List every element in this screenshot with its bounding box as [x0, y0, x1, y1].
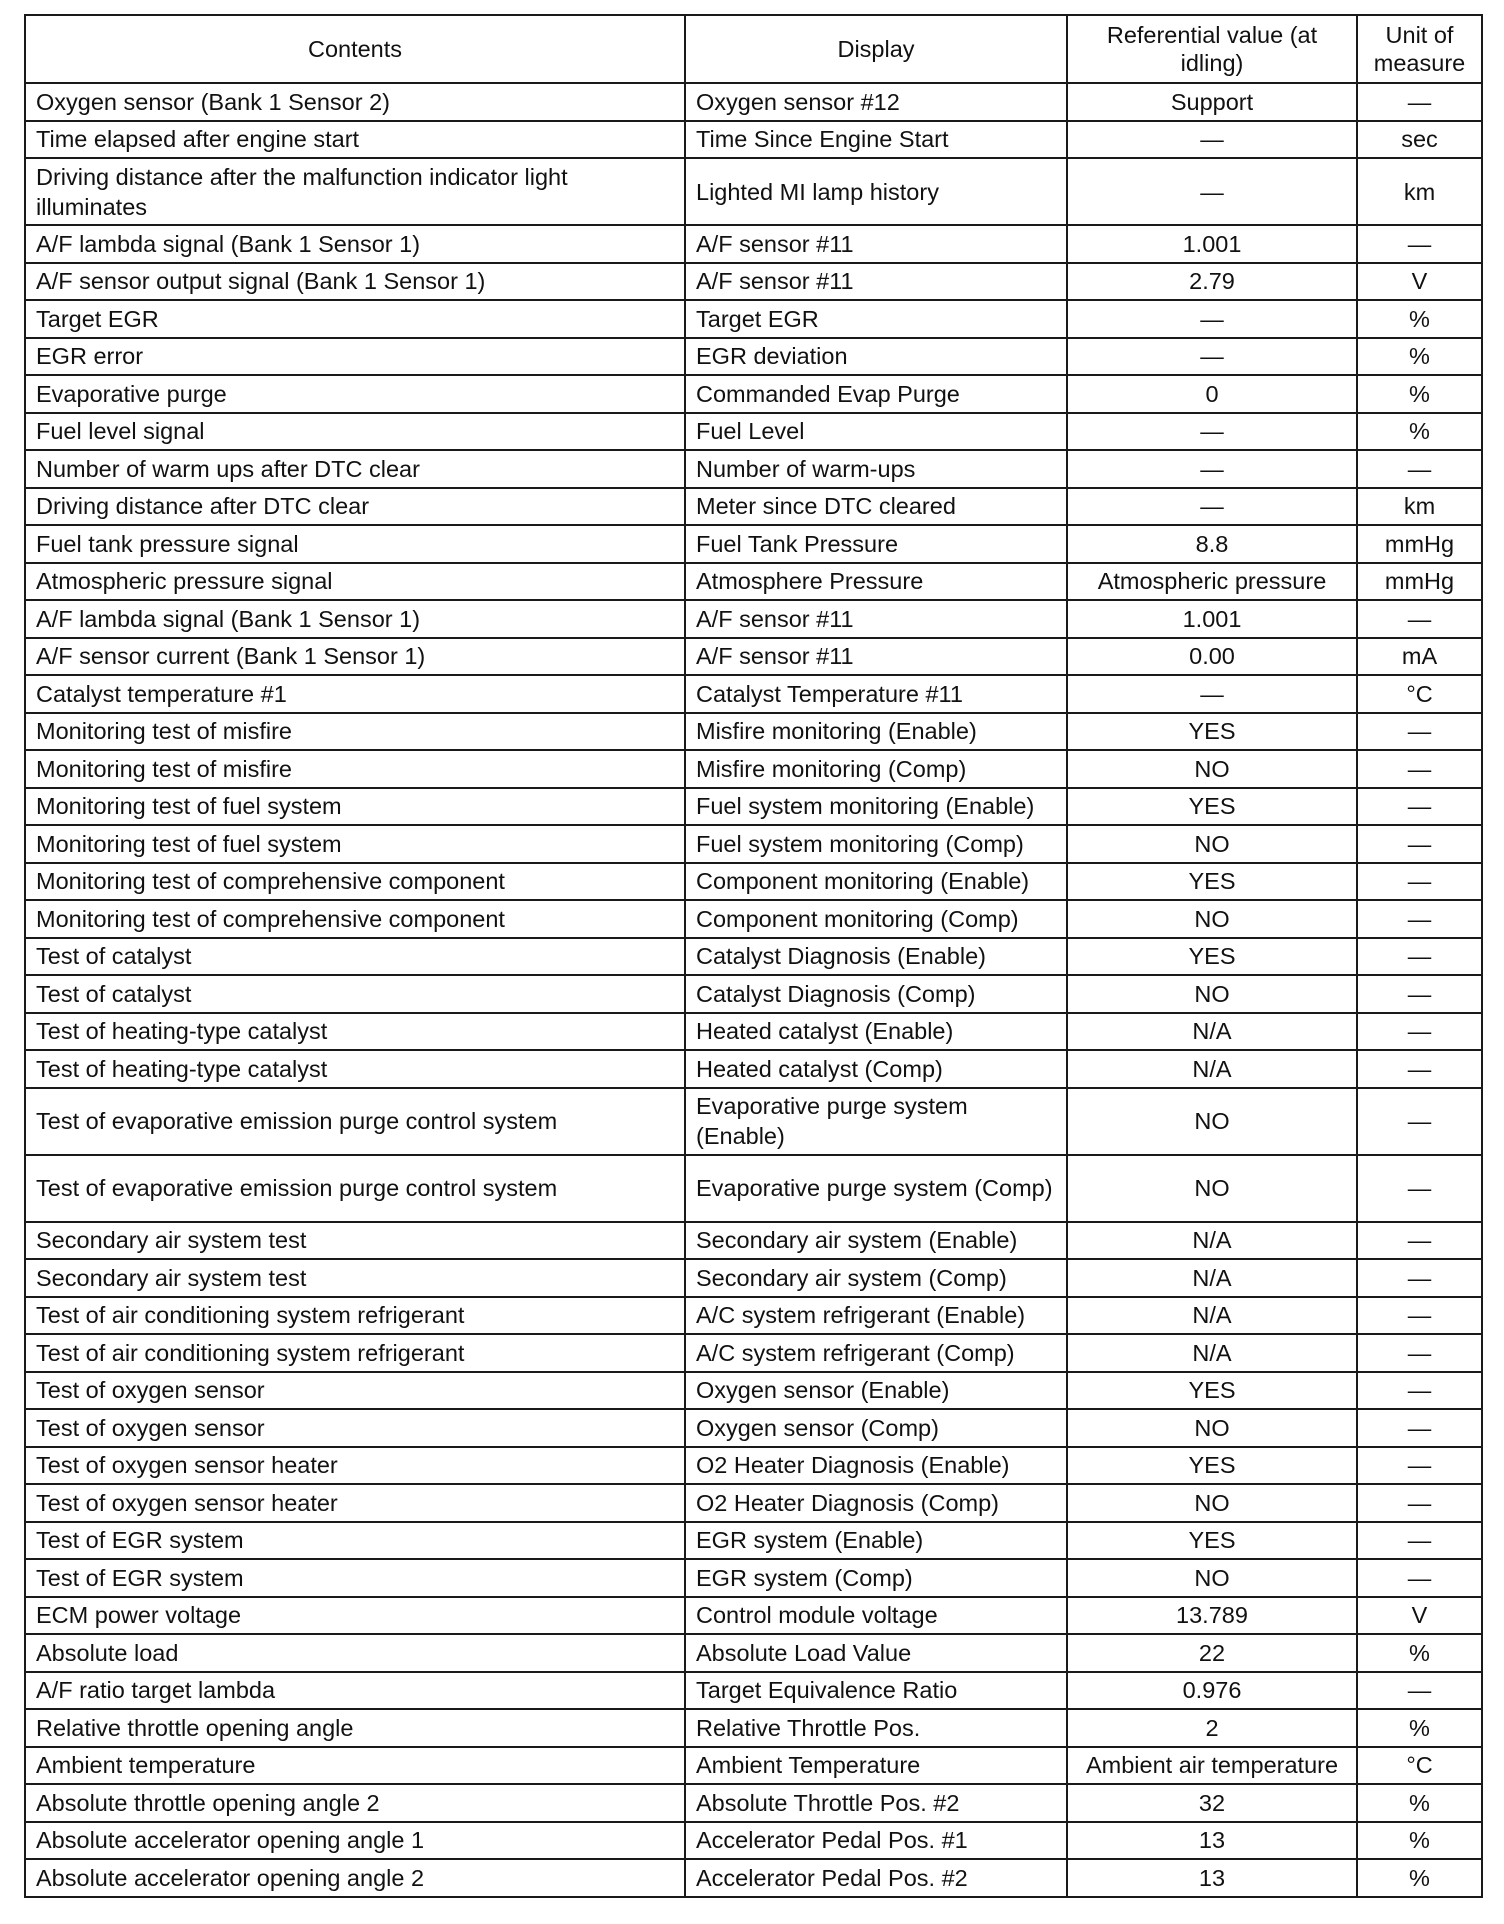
- cell-unit: —: [1357, 1522, 1482, 1560]
- cell-contents: Test of evaporative emission purge control system: [25, 1155, 685, 1222]
- cell-referential-value: NO: [1067, 1484, 1357, 1522]
- table-row: [25, 1050, 1482, 1088]
- data-monitor-table: [24, 14, 1483, 1898]
- cell-unit: —: [1357, 600, 1482, 638]
- cell-referential-value: N/A: [1067, 1297, 1357, 1335]
- cell-referential-value: 1.001: [1067, 600, 1357, 638]
- cell-display: Heated catalyst (Comp): [685, 1050, 1067, 1088]
- cell-display: Absolute Load Value: [685, 1634, 1067, 1672]
- cell-display: Fuel Tank Pressure: [685, 525, 1067, 563]
- cell-referential-value: 0: [1067, 375, 1357, 413]
- cell-unit: —: [1357, 1484, 1482, 1522]
- table-row: [25, 1784, 1482, 1822]
- cell-referential-value: N/A: [1067, 1259, 1357, 1297]
- cell-contents: Test of oxygen sensor: [25, 1409, 685, 1447]
- cell-unit: %: [1357, 1822, 1482, 1860]
- cell-referential-value: N/A: [1067, 1050, 1357, 1088]
- cell-unit: —: [1357, 713, 1482, 751]
- cell-display: Lighted MI lamp history: [685, 158, 1067, 225]
- cell-display: Absolute Throttle Pos. #2: [685, 1784, 1067, 1822]
- cell-contents: EGR error: [25, 338, 685, 376]
- table-row: [25, 1409, 1482, 1447]
- cell-unit: —: [1357, 938, 1482, 976]
- cell-referential-value: NO: [1067, 750, 1357, 788]
- cell-referential-value: NO: [1067, 975, 1357, 1013]
- table-row: [25, 1559, 1482, 1597]
- table-row: [25, 225, 1482, 263]
- cell-display: A/F sensor #11: [685, 638, 1067, 676]
- cell-unit: %: [1357, 338, 1482, 376]
- cell-unit: —: [1357, 1088, 1482, 1155]
- table-row: [25, 600, 1482, 638]
- cell-display: Secondary air system (Comp): [685, 1259, 1067, 1297]
- cell-display: Evaporative purge system (Enable): [685, 1088, 1067, 1155]
- cell-unit: —: [1357, 825, 1482, 863]
- cell-unit: mmHg: [1357, 563, 1482, 601]
- table-row: [25, 638, 1482, 676]
- table-row: [25, 863, 1482, 901]
- cell-referential-value: YES: [1067, 1447, 1357, 1485]
- cell-display: Control module voltage: [685, 1597, 1067, 1635]
- cell-display: Number of warm-ups: [685, 450, 1067, 488]
- cell-unit: °C: [1357, 675, 1482, 713]
- table-row: [25, 300, 1482, 338]
- cell-referential-value: YES: [1067, 713, 1357, 751]
- cell-unit: %: [1357, 300, 1482, 338]
- table-row: [25, 1747, 1482, 1785]
- table-row: [25, 158, 1482, 225]
- table-row: [25, 825, 1482, 863]
- cell-display: Misfire monitoring (Comp): [685, 750, 1067, 788]
- cell-contents: Test of EGR system: [25, 1522, 685, 1560]
- table-row: [25, 1372, 1482, 1410]
- table-row: [25, 750, 1482, 788]
- header-referential-value: Referential value (at idling): [1067, 15, 1357, 83]
- cell-referential-value: NO: [1067, 825, 1357, 863]
- cell-contents: Test of oxygen sensor: [25, 1372, 685, 1410]
- table-row: [25, 375, 1482, 413]
- table-row: [25, 121, 1482, 159]
- cell-contents: Monitoring test of fuel system: [25, 788, 685, 826]
- table-row: [25, 1259, 1482, 1297]
- cell-contents: Test of EGR system: [25, 1559, 685, 1597]
- table-row: [25, 1672, 1482, 1710]
- cell-unit: —: [1357, 1222, 1482, 1260]
- cell-unit: —: [1357, 1050, 1482, 1088]
- cell-referential-value: Ambient air temperature: [1067, 1747, 1357, 1785]
- cell-unit: —: [1357, 1155, 1482, 1222]
- cell-unit: %: [1357, 375, 1482, 413]
- cell-referential-value: NO: [1067, 1559, 1357, 1597]
- cell-contents: Absolute accelerator opening angle 2: [25, 1859, 685, 1897]
- cell-display: Fuel system monitoring (Enable): [685, 788, 1067, 826]
- table-row: [25, 83, 1482, 121]
- cell-display: Secondary air system (Enable): [685, 1222, 1067, 1260]
- table-row: [25, 1155, 1482, 1222]
- cell-unit: —: [1357, 1409, 1482, 1447]
- cell-contents: Monitoring test of fuel system: [25, 825, 685, 863]
- cell-display: Fuel system monitoring (Comp): [685, 825, 1067, 863]
- cell-contents: Test of catalyst: [25, 975, 685, 1013]
- table-row: [25, 1297, 1482, 1335]
- cell-referential-value: 2: [1067, 1709, 1357, 1747]
- cell-unit: sec: [1357, 121, 1482, 159]
- cell-referential-value: 13.789: [1067, 1597, 1357, 1635]
- cell-display: EGR system (Enable): [685, 1522, 1067, 1560]
- cell-unit: mmHg: [1357, 525, 1482, 563]
- cell-unit: mA: [1357, 638, 1482, 676]
- table-row: [25, 675, 1482, 713]
- cell-contents: Catalyst temperature #1: [25, 675, 685, 713]
- cell-referential-value: NO: [1067, 1409, 1357, 1447]
- cell-contents: Atmospheric pressure signal: [25, 563, 685, 601]
- cell-referential-value: —: [1067, 121, 1357, 159]
- cell-contents: Secondary air system test: [25, 1259, 685, 1297]
- cell-contents: A/F lambda signal (Bank 1 Sensor 1): [25, 600, 685, 638]
- cell-display: Catalyst Temperature #11: [685, 675, 1067, 713]
- cell-referential-value: —: [1067, 338, 1357, 376]
- cell-contents: Monitoring test of misfire: [25, 750, 685, 788]
- cell-display: EGR system (Comp): [685, 1559, 1067, 1597]
- cell-display: Target EGR: [685, 300, 1067, 338]
- table-row: [25, 1522, 1482, 1560]
- cell-referential-value: 8.8: [1067, 525, 1357, 563]
- cell-referential-value: 32: [1067, 1784, 1357, 1822]
- cell-unit: —: [1357, 1672, 1482, 1710]
- cell-unit: —: [1357, 900, 1482, 938]
- cell-referential-value: —: [1067, 158, 1357, 225]
- cell-display: Evaporative purge system (Comp): [685, 1155, 1067, 1222]
- cell-contents: Test of heating-type catalyst: [25, 1013, 685, 1051]
- cell-referential-value: YES: [1067, 1372, 1357, 1410]
- cell-display: Oxygen sensor #12: [685, 83, 1067, 121]
- table-row: [25, 1634, 1482, 1672]
- cell-unit: °C: [1357, 1747, 1482, 1785]
- cell-display: Oxygen sensor (Enable): [685, 1372, 1067, 1410]
- cell-unit: —: [1357, 788, 1482, 826]
- cell-referential-value: —: [1067, 450, 1357, 488]
- cell-referential-value: 13: [1067, 1859, 1357, 1897]
- cell-display: Target Equivalence Ratio: [685, 1672, 1067, 1710]
- table-row: [25, 1222, 1482, 1260]
- table-row: [25, 525, 1482, 563]
- table-row: [25, 900, 1482, 938]
- cell-display: A/F sensor #11: [685, 600, 1067, 638]
- cell-display: Relative Throttle Pos.: [685, 1709, 1067, 1747]
- cell-referential-value: —: [1067, 300, 1357, 338]
- cell-display: A/F sensor #11: [685, 225, 1067, 263]
- cell-contents: Ambient temperature: [25, 1747, 685, 1785]
- cell-contents: Test of oxygen sensor heater: [25, 1484, 685, 1522]
- cell-unit: —: [1357, 1372, 1482, 1410]
- table-row: [25, 1859, 1482, 1897]
- cell-contents: Number of warm ups after DTC clear: [25, 450, 685, 488]
- cell-unit: %: [1357, 1859, 1482, 1897]
- cell-referential-value: N/A: [1067, 1013, 1357, 1051]
- cell-referential-value: NO: [1067, 900, 1357, 938]
- cell-referential-value: 1.001: [1067, 225, 1357, 263]
- cell-unit: —: [1357, 750, 1482, 788]
- cell-unit: —: [1357, 1297, 1482, 1335]
- table-row: [25, 1822, 1482, 1860]
- cell-unit: —: [1357, 1447, 1482, 1485]
- table-row: [25, 788, 1482, 826]
- cell-contents: A/F ratio target lambda: [25, 1672, 685, 1710]
- cell-referential-value: Atmospheric pressure: [1067, 563, 1357, 601]
- table-row: [25, 450, 1482, 488]
- cell-referential-value: N/A: [1067, 1222, 1357, 1260]
- cell-contents: Fuel level signal: [25, 413, 685, 451]
- table-row: [25, 338, 1482, 376]
- table-row: [25, 488, 1482, 526]
- data-monitor-reference-sheet: [24, 14, 1481, 1898]
- cell-contents: Relative throttle opening angle: [25, 1709, 685, 1747]
- cell-contents: A/F lambda signal (Bank 1 Sensor 1): [25, 225, 685, 263]
- cell-contents: Test of evaporative emission purge control system: [25, 1088, 685, 1155]
- cell-referential-value: 2.79: [1067, 263, 1357, 301]
- cell-referential-value: —: [1067, 413, 1357, 451]
- cell-contents: Monitoring test of comprehensive component: [25, 863, 685, 901]
- cell-unit: —: [1357, 1013, 1482, 1051]
- cell-contents: Test of heating-type catalyst: [25, 1050, 685, 1088]
- cell-contents: Absolute load: [25, 1634, 685, 1672]
- cell-referential-value: YES: [1067, 863, 1357, 901]
- cell-display: Atmosphere Pressure: [685, 563, 1067, 601]
- cell-contents: Monitoring test of misfire: [25, 713, 685, 751]
- cell-contents: Test of catalyst: [25, 938, 685, 976]
- cell-display: Oxygen sensor (Comp): [685, 1409, 1067, 1447]
- cell-display: EGR deviation: [685, 338, 1067, 376]
- cell-display: A/F sensor #11: [685, 263, 1067, 301]
- cell-referential-value: —: [1067, 675, 1357, 713]
- cell-contents: Absolute accelerator opening angle 1: [25, 1822, 685, 1860]
- cell-unit: %: [1357, 413, 1482, 451]
- cell-contents: Test of air conditioning system refrigerant: [25, 1297, 685, 1335]
- cell-contents: Oxygen sensor (Bank 1 Sensor 2): [25, 83, 685, 121]
- cell-unit: %: [1357, 1634, 1482, 1672]
- cell-unit: —: [1357, 863, 1482, 901]
- cell-contents: Time elapsed after engine start: [25, 121, 685, 159]
- cell-referential-value: 0.976: [1067, 1672, 1357, 1710]
- cell-referential-value: N/A: [1067, 1334, 1357, 1372]
- cell-display: Accelerator Pedal Pos. #2: [685, 1859, 1067, 1897]
- cell-referential-value: —: [1067, 488, 1357, 526]
- cell-display: Commanded Evap Purge: [685, 375, 1067, 413]
- cell-unit: km: [1357, 158, 1482, 225]
- cell-display: O2 Heater Diagnosis (Comp): [685, 1484, 1067, 1522]
- header-unit-of-measure: Unit of measure: [1357, 15, 1482, 83]
- cell-referential-value: 13: [1067, 1822, 1357, 1860]
- cell-contents: A/F sensor output signal (Bank 1 Sensor 1): [25, 263, 685, 301]
- header-display: Display: [685, 15, 1067, 83]
- cell-contents: A/F sensor current (Bank 1 Sensor 1): [25, 638, 685, 676]
- cell-display: Time Since Engine Start: [685, 121, 1067, 159]
- cell-unit: —: [1357, 1559, 1482, 1597]
- cell-display: Heated catalyst (Enable): [685, 1013, 1067, 1051]
- cell-unit: %: [1357, 1784, 1482, 1822]
- cell-display: O2 Heater Diagnosis (Enable): [685, 1447, 1067, 1485]
- cell-referential-value: NO: [1067, 1088, 1357, 1155]
- cell-display: A/C system refrigerant (Enable): [685, 1297, 1067, 1335]
- cell-contents: Secondary air system test: [25, 1222, 685, 1260]
- cell-unit: %: [1357, 1709, 1482, 1747]
- cell-unit: V: [1357, 1597, 1482, 1635]
- cell-display: Ambient Temperature: [685, 1747, 1067, 1785]
- cell-contents: Test of oxygen sensor heater: [25, 1447, 685, 1485]
- cell-unit: —: [1357, 225, 1482, 263]
- table-row: [25, 1088, 1482, 1155]
- cell-contents: Test of air conditioning system refrigerant: [25, 1334, 685, 1372]
- table-row: [25, 1013, 1482, 1051]
- cell-unit: —: [1357, 1334, 1482, 1372]
- table-body: [25, 83, 1482, 1897]
- table-row: [25, 975, 1482, 1013]
- cell-referential-value: YES: [1067, 788, 1357, 826]
- cell-unit: —: [1357, 1259, 1482, 1297]
- table-row: [25, 1709, 1482, 1747]
- cell-referential-value: 0.00: [1067, 638, 1357, 676]
- cell-display: Meter since DTC cleared: [685, 488, 1067, 526]
- cell-display: Misfire monitoring (Enable): [685, 713, 1067, 751]
- table-row: [25, 1597, 1482, 1635]
- cell-display: Component monitoring (Enable): [685, 863, 1067, 901]
- table-row: [25, 938, 1482, 976]
- cell-referential-value: NO: [1067, 1155, 1357, 1222]
- table-row: [25, 413, 1482, 451]
- table-row: [25, 1447, 1482, 1485]
- cell-referential-value: Support: [1067, 83, 1357, 121]
- table-row: [25, 1484, 1482, 1522]
- cell-contents: Evaporative purge: [25, 375, 685, 413]
- cell-display: Catalyst Diagnosis (Enable): [685, 938, 1067, 976]
- cell-referential-value: YES: [1067, 1522, 1357, 1560]
- cell-unit: —: [1357, 975, 1482, 1013]
- cell-contents: Target EGR: [25, 300, 685, 338]
- header-contents: Contents: [25, 15, 685, 83]
- table-row: [25, 263, 1482, 301]
- cell-contents: Fuel tank pressure signal: [25, 525, 685, 563]
- cell-contents: ECM power voltage: [25, 1597, 685, 1635]
- cell-display: Component monitoring (Comp): [685, 900, 1067, 938]
- cell-unit: —: [1357, 83, 1482, 121]
- cell-contents: Monitoring test of comprehensive component: [25, 900, 685, 938]
- table-row: [25, 563, 1482, 601]
- table-row: [25, 1334, 1482, 1372]
- cell-display: Accelerator Pedal Pos. #1: [685, 1822, 1067, 1860]
- cell-referential-value: 22: [1067, 1634, 1357, 1672]
- cell-display: A/C system refrigerant (Comp): [685, 1334, 1067, 1372]
- cell-unit: V: [1357, 263, 1482, 301]
- cell-display: Catalyst Diagnosis (Comp): [685, 975, 1067, 1013]
- cell-display: Fuel Level: [685, 413, 1067, 451]
- cell-unit: —: [1357, 450, 1482, 488]
- cell-contents: Driving distance after the malfunction indicator light illuminates: [25, 158, 685, 225]
- cell-unit: km: [1357, 488, 1482, 526]
- cell-contents: Driving distance after DTC clear: [25, 488, 685, 526]
- cell-referential-value: YES: [1067, 938, 1357, 976]
- table-row: [25, 713, 1482, 751]
- cell-contents: Absolute throttle opening angle 2: [25, 1784, 685, 1822]
- header-row: [25, 15, 1482, 83]
